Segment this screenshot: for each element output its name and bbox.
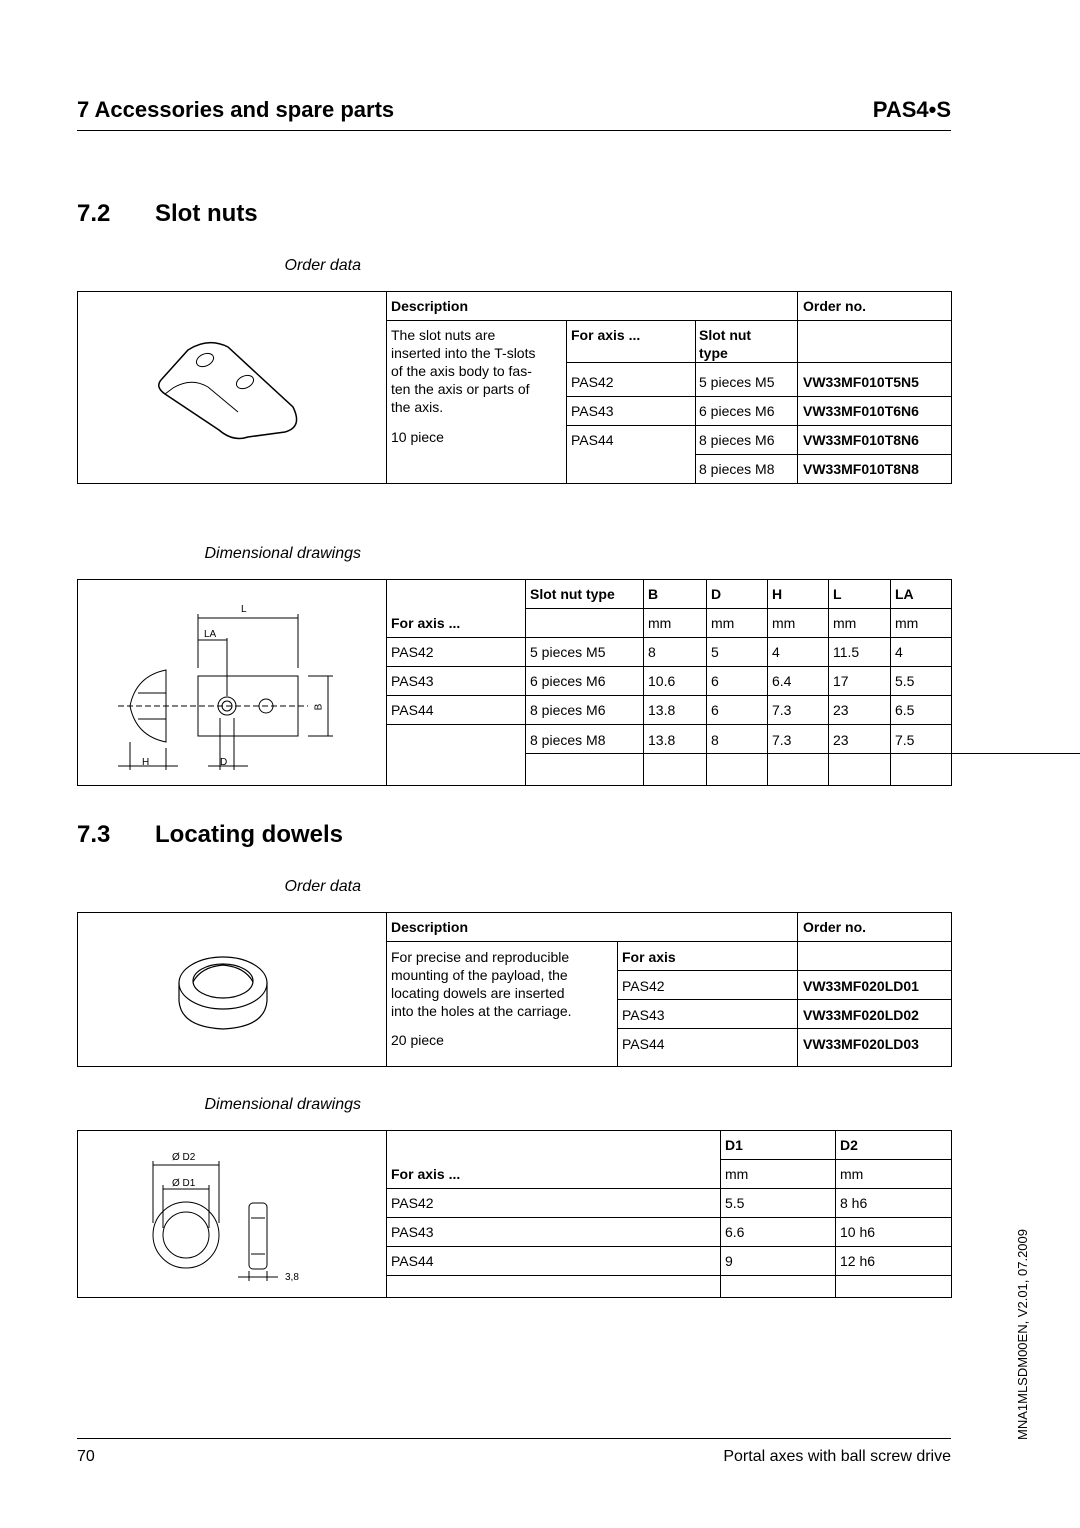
b-cell: 8 bbox=[648, 644, 656, 660]
section-heading-7-2: 7.2 Slot nuts bbox=[77, 200, 258, 227]
column-header: Slot nut type bbox=[530, 586, 615, 602]
drawing-label-width: 3,8 bbox=[285, 1272, 299, 1283]
footer-title: Portal axes with ball screw drive bbox=[723, 1448, 951, 1465]
d2-cell: 8 h6 bbox=[840, 1195, 868, 1211]
axis-cell: PAS43 bbox=[622, 1007, 665, 1023]
drawing-label-la: LA bbox=[204, 629, 217, 640]
l-cell: 23 bbox=[833, 732, 849, 748]
dimensional-drawings-caption: Dimensional drawings bbox=[204, 1096, 361, 1113]
axis-cell: PAS42 bbox=[571, 374, 614, 390]
axis-cell: PAS44 bbox=[622, 1036, 665, 1052]
order-number-cell: VW33MF020LD02 bbox=[803, 1007, 919, 1023]
axis-cell: PAS44 bbox=[391, 1253, 434, 1269]
unit-cell: mm bbox=[895, 615, 919, 631]
order-data-caption: Order data bbox=[284, 257, 361, 274]
h-cell: 7.3 bbox=[772, 702, 792, 718]
dowel-dimension-table bbox=[77, 1130, 952, 1298]
d2-cell: 12 h6 bbox=[840, 1253, 876, 1269]
column-header: LA bbox=[895, 586, 914, 602]
order-no-header: Order no. bbox=[803, 298, 867, 314]
la-cell: 7.5 bbox=[895, 732, 915, 748]
axis-cell: PAS43 bbox=[391, 1224, 434, 1240]
axis-cell: PAS43 bbox=[571, 403, 614, 419]
type-cell: 8 pieces M8 bbox=[699, 461, 775, 477]
header-rule bbox=[77, 130, 951, 131]
piece-count: 20 piece bbox=[391, 1032, 444, 1048]
unit-cell: mm bbox=[711, 615, 735, 631]
description-line: The slot nuts are bbox=[391, 327, 496, 343]
axis-cell: PAS42 bbox=[622, 978, 665, 994]
description-line: the axis. bbox=[391, 399, 444, 415]
b-cell: 13.8 bbox=[648, 732, 676, 748]
unit-cell: mm bbox=[840, 1166, 864, 1182]
dowel-dimension-drawing bbox=[138, 1153, 338, 1293]
axis-cell: PAS42 bbox=[391, 1195, 434, 1211]
dimensional-drawings-caption: Dimensional drawings bbox=[204, 545, 361, 562]
type-cell: 6 pieces M6 bbox=[699, 403, 775, 419]
footer-rule bbox=[77, 1438, 951, 1439]
page-number: 70 bbox=[77, 1448, 95, 1465]
description-line: ten the axis or parts of bbox=[391, 381, 530, 397]
slot-nut-dimension-drawing bbox=[108, 598, 348, 778]
axis-cell: PAS43 bbox=[391, 673, 434, 689]
slot-nut-illustration bbox=[153, 332, 303, 442]
slot-nut-order-table bbox=[77, 291, 952, 484]
document-id: MNA1MLSDM00EN, V2.01, 07.2009 bbox=[1015, 1229, 1030, 1440]
b-cell: 10.6 bbox=[648, 673, 676, 689]
d-cell: 6 bbox=[711, 673, 719, 689]
type-cell: 8 pieces M6 bbox=[699, 432, 775, 448]
dowel-order-table bbox=[77, 912, 952, 1067]
la-cell: 6.5 bbox=[895, 702, 915, 718]
for-axis-header: For axis ... bbox=[391, 615, 461, 631]
la-cell: 5.5 bbox=[895, 673, 915, 689]
type-cell: 5 pieces M5 bbox=[699, 374, 775, 390]
column-header: D1 bbox=[725, 1137, 743, 1153]
order-no-header: Order no. bbox=[803, 919, 867, 935]
description-line: inserted into the T-slots bbox=[391, 345, 536, 361]
d1-cell: 5.5 bbox=[725, 1195, 745, 1211]
description-header: Description bbox=[391, 298, 469, 314]
description-line: into the holes at the carriage. bbox=[391, 1003, 572, 1019]
axis-cell: PAS44 bbox=[391, 702, 434, 718]
la-cell: 4 bbox=[895, 644, 903, 660]
dowel-illustration bbox=[173, 951, 273, 1033]
h-cell: 6.4 bbox=[772, 673, 792, 689]
column-header: B bbox=[648, 586, 659, 602]
drawing-label-d1: Ø D1 bbox=[172, 1178, 196, 1189]
order-number-cell: VW33MF010T5N5 bbox=[803, 374, 919, 390]
piece-count: 10 piece bbox=[391, 429, 444, 445]
for-axis-header: For axis ... bbox=[391, 1166, 461, 1182]
drawing-label-l: L bbox=[241, 604, 247, 615]
d-cell: 8 bbox=[711, 732, 719, 748]
order-number-cell: VW33MF010T8N6 bbox=[803, 432, 919, 448]
for-axis-header: For axis ... bbox=[571, 327, 641, 343]
l-cell: 17 bbox=[833, 673, 849, 689]
chapter-title: 7 Accessories and spare parts bbox=[77, 97, 395, 122]
order-data-caption: Order data bbox=[284, 878, 361, 895]
column-header: D bbox=[711, 586, 722, 602]
column-header: L bbox=[833, 586, 842, 602]
order-number-cell: VW33MF010T8N8 bbox=[803, 461, 919, 477]
for-axis-header: For axis bbox=[622, 949, 676, 965]
unit-cell: mm bbox=[833, 615, 857, 631]
unit-cell: mm bbox=[725, 1166, 749, 1182]
column-header: D2 bbox=[840, 1137, 858, 1153]
h-cell: 7.3 bbox=[772, 732, 792, 748]
axis-cell: PAS44 bbox=[571, 432, 614, 448]
l-cell: 11.5 bbox=[833, 644, 860, 660]
description-line: locating dowels are inserted bbox=[391, 985, 565, 1001]
d-cell: 6 bbox=[711, 702, 719, 718]
order-number-cell: VW33MF020LD03 bbox=[803, 1036, 919, 1052]
drawing-label-b: B bbox=[313, 703, 325, 711]
d1-cell: 6.6 bbox=[725, 1224, 745, 1240]
h-cell: 4 bbox=[772, 644, 780, 660]
slot-nut-type-header: type bbox=[699, 345, 728, 361]
section-heading-7-3: 7.3 Locating dowels bbox=[77, 821, 344, 848]
order-number-cell: VW33MF020LD01 bbox=[803, 978, 919, 994]
drawing-label-d: D bbox=[220, 757, 228, 768]
drawing-label-d2: Ø D2 bbox=[172, 1152, 196, 1163]
product-name: PAS4•S bbox=[872, 97, 951, 122]
l-cell: 23 bbox=[833, 702, 849, 718]
type-cell: 8 pieces M6 bbox=[530, 702, 606, 718]
column-header: H bbox=[772, 586, 783, 602]
type-cell: 8 pieces M8 bbox=[530, 732, 606, 748]
description-line: of the axis body to fas- bbox=[391, 363, 532, 379]
d-cell: 5 bbox=[711, 644, 719, 660]
order-number-cell: VW33MF010T6N6 bbox=[803, 403, 919, 419]
axis-cell: PAS42 bbox=[391, 644, 434, 660]
d2-cell: 10 h6 bbox=[840, 1224, 876, 1240]
description-line: mounting of the payload, the bbox=[391, 967, 568, 983]
unit-cell: mm bbox=[772, 615, 796, 631]
slot-nut-type-header: Slot nut bbox=[699, 327, 752, 343]
drawing-label-h: H bbox=[142, 757, 150, 768]
type-cell: 5 pieces M5 bbox=[530, 644, 606, 660]
description-line: For precise and reproducible bbox=[391, 949, 570, 965]
b-cell: 13.8 bbox=[648, 702, 676, 718]
description-header: Description bbox=[391, 919, 469, 935]
unit-cell: mm bbox=[648, 615, 672, 631]
slot-nut-dimension-table bbox=[77, 579, 952, 786]
d1-cell: 9 bbox=[725, 1253, 733, 1269]
type-cell: 6 pieces M6 bbox=[530, 673, 606, 689]
